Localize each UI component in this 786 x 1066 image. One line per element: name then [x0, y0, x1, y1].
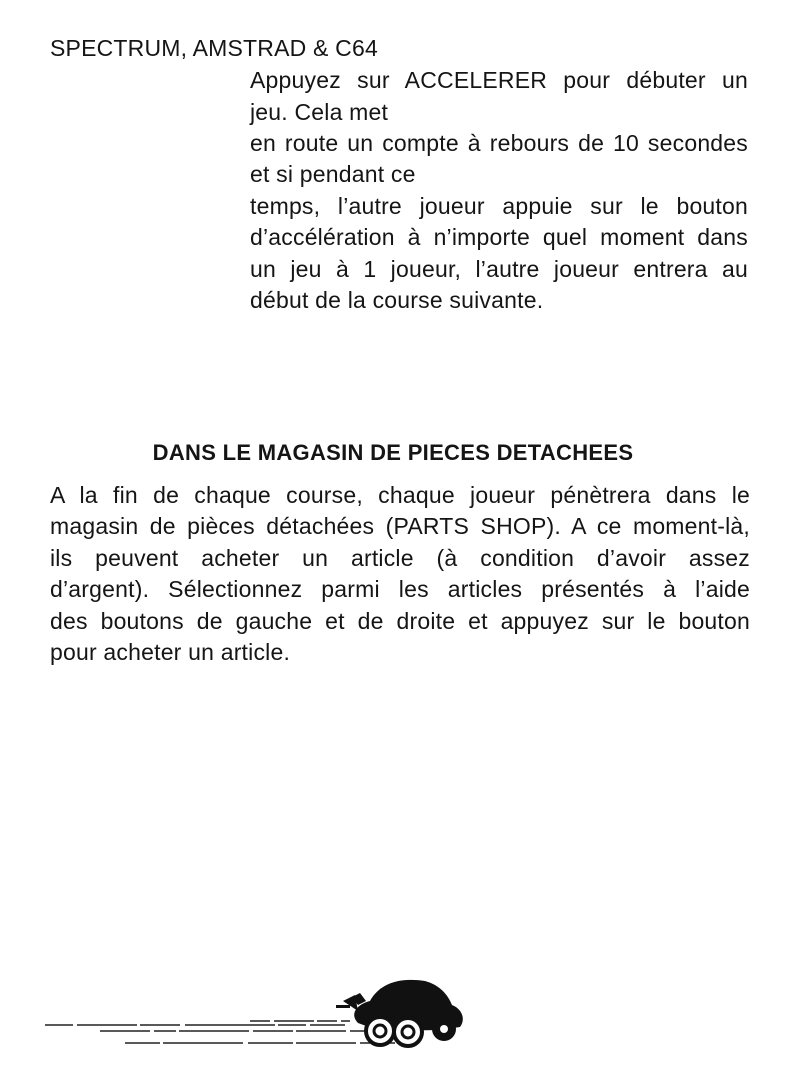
intro-line: Appuyez sur ACCELERER pour débuter un [250, 67, 748, 93]
intro-line: d’accélération à n’importe quel moment dans [250, 224, 748, 250]
shop-line: pour acheter un article. [50, 639, 291, 665]
intro-line: et si pendant ce [250, 161, 416, 187]
intro-line: jeu. Cela met [250, 99, 389, 125]
car-icon [336, 980, 463, 1046]
speed-lines [45, 1021, 395, 1043]
shop-line: magasin de pièces détachées (PARTS SHOP). A ce moment-là, [50, 513, 750, 539]
intro-line: un jeu à 1 joueur, l’autre joueur entrera au [250, 256, 748, 282]
intro-line: début de la course suivante. [250, 287, 544, 313]
intro-line: temps, l’autre joueur appuie sur le bouton [250, 193, 748, 219]
shop-line: ils peuvent acheter un article (à condition d’avoir assez [50, 545, 750, 571]
shop-line: des boutons de gauche et de droite et appuyez sur le bouton [50, 608, 750, 634]
racing-car-illustration [40, 975, 470, 1055]
section-heading: DANS LE MAGASIN DE PIECES DETACHEES [152, 440, 634, 465]
shop-line: A la fin de chaque course, chaque joueur pénètrera dans le [50, 482, 750, 508]
shop-line: d’argent). Sélectionnez parmi les articles présentés à l’aide [50, 576, 750, 602]
intro-line: en route un compte à rebours de 10 secondes [250, 130, 748, 156]
platform-heading: SPECTRUM, AMSTRAD & C64 [50, 35, 378, 61]
